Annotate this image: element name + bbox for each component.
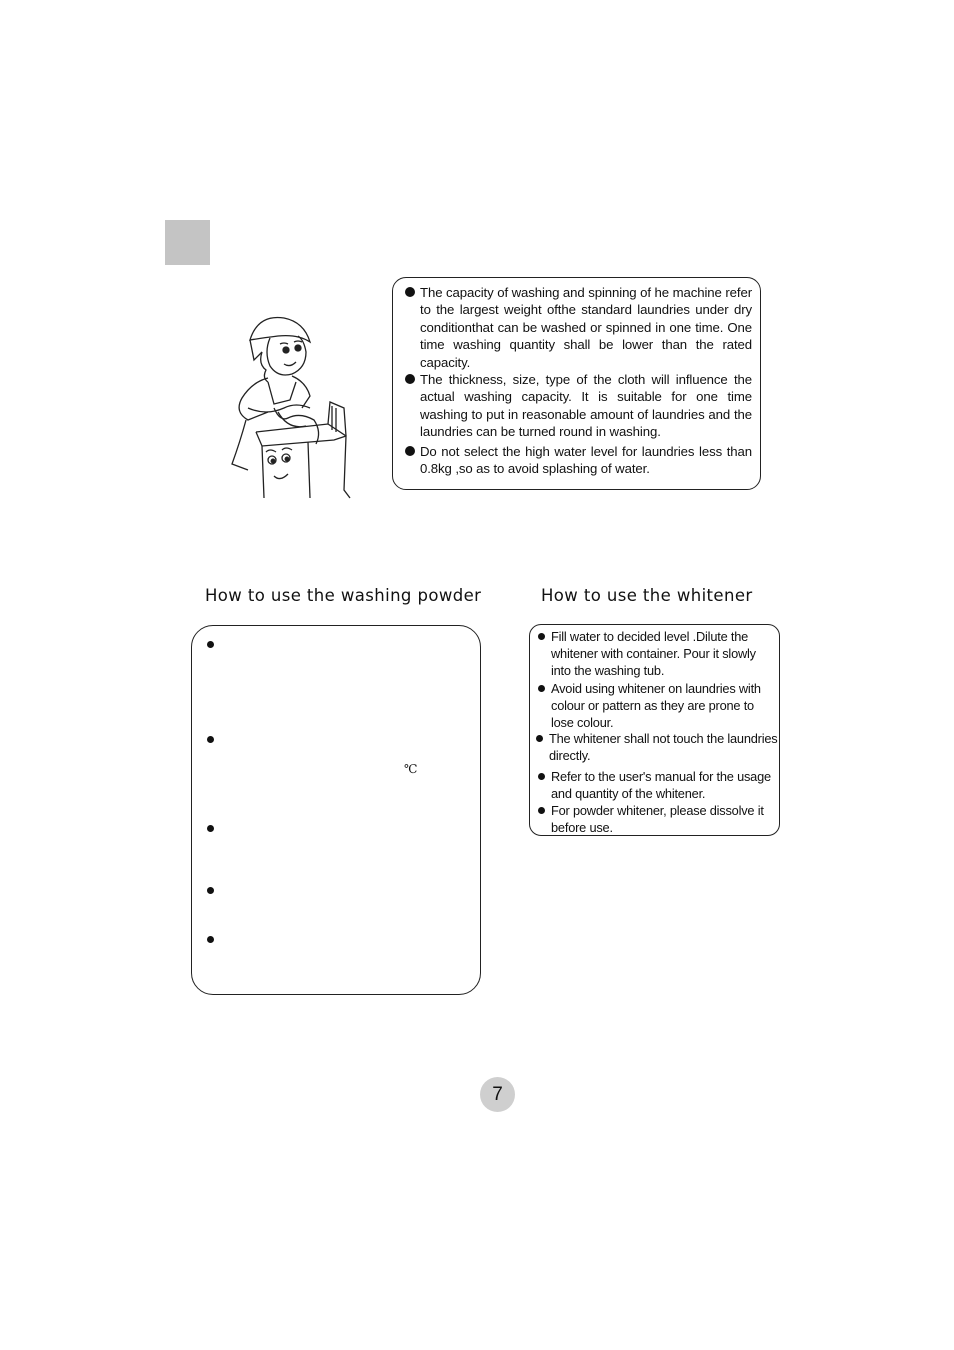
- whitener-item: The whitener shall not touch the laundries directly.: [536, 730, 779, 764]
- capacity-item: The capacity of washing and spinning of he machine refer to the largest weight ofthe standard laundries under dry conditionthat can be washed or spinned in one time. One time washing quantity shall be lower than the rated capacity.: [405, 284, 752, 371]
- celsius-symbol: ℃: [404, 762, 418, 776]
- capacity-item: The thickness, size, type of the cloth will influence the actual washing capacity. It is suitable for one time washing to put in reasonable amount of laundries and the laundries can be turned round in washing.: [405, 371, 752, 441]
- page-number: 7: [480, 1077, 515, 1112]
- bullet-icon: [207, 736, 214, 743]
- bullet-icon: [538, 773, 545, 780]
- bullet-icon: [538, 685, 545, 692]
- bullet-icon: [207, 936, 214, 943]
- bullet-icon: [405, 446, 415, 456]
- whitener-info-box: [529, 624, 780, 836]
- powder-info-box: [191, 625, 481, 995]
- powder-heading: How to use the washing powder: [205, 586, 482, 605]
- whitener-item: Fill water to decided level .Dilute the whitener with container. Pour it slowly into the washing tub.: [536, 628, 779, 680]
- bullet-icon: [405, 374, 415, 384]
- bullet-icon: [405, 287, 415, 297]
- bullet-icon: [207, 887, 214, 894]
- section-marker: [165, 220, 210, 265]
- bullet-icon: [538, 633, 545, 640]
- capacity-item: Do not select the high water level for laundries less than 0.8kg ,so as to avoid splashing of water.: [405, 443, 752, 478]
- whitener-heading: How to use the whitener: [541, 586, 753, 605]
- bullet-icon: [207, 641, 214, 648]
- bullet-icon: [538, 807, 545, 814]
- woman-with-washing-machine-illustration: [218, 312, 358, 502]
- whitener-item: For powder whitener, please dissolve it before use.: [536, 802, 779, 836]
- whitener-item: Refer to the user's manual for the usage and quantity of the whitener.: [536, 768, 779, 802]
- bullet-icon: [536, 735, 543, 742]
- bullet-icon: [207, 825, 214, 832]
- whitener-item: Avoid using whitener on laundries with colour or pattern as they are prone to lose colour.: [536, 680, 779, 732]
- capacity-info-box: [392, 277, 761, 490]
